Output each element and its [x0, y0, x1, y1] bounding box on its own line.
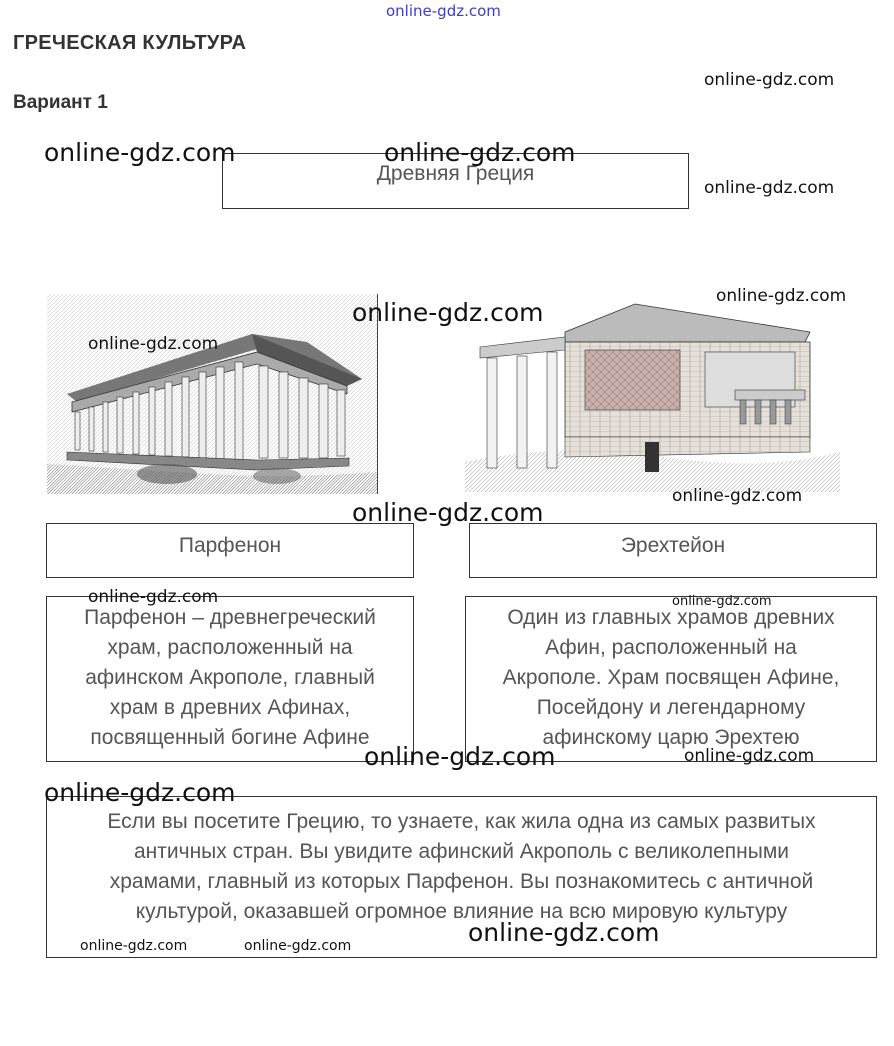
description-line: афинскому царю Эрехтею — [542, 726, 800, 749]
watermark: online-gdz.com — [704, 70, 835, 90]
watermark: online-gdz.com — [672, 486, 803, 506]
description-line: Акрополе. Храм посвящен Афине, — [502, 666, 840, 689]
summary-line: храмами, главный из которых Парфенон. Вы познакомитесь с античной — [109, 870, 814, 893]
watermark: online-gdz.com — [386, 2, 501, 20]
page-title: ГРЕЧЕСКАЯ КУЛЬТУРА — [13, 32, 247, 54]
parthenon-illustration-icon — [47, 294, 377, 494]
description-line: Парфенон – древнегреческий — [84, 606, 376, 629]
parthenon-description — [46, 596, 414, 762]
summary-line: античных стран. Вы увидите афинский Акрополь с великолепными — [134, 840, 789, 863]
description-line: Один из главных храмов древних — [507, 606, 835, 629]
description-line: Посейдону и легендарному — [536, 696, 806, 719]
erechtheion-label: Эрехтейон — [620, 534, 726, 557]
watermark: online-gdz.com — [88, 334, 219, 354]
summary-line: культурой, оказавшей огромное влияние на всю мировую культуру — [135, 900, 788, 923]
erechtheion-description — [465, 596, 877, 762]
description-line: храм в древних Афинах, — [109, 696, 351, 719]
watermark: online-gdz.com — [80, 938, 188, 954]
variant-heading: Вариант 1 — [13, 92, 108, 113]
description-line: посвященный богине Афине — [90, 726, 370, 749]
watermark: online-gdz.com — [88, 587, 219, 607]
parthenon-label: Парфенон — [178, 534, 282, 557]
watermark: online-gdz.com — [468, 918, 660, 947]
watermark: online-gdz.com — [352, 498, 544, 527]
description-line: Афин, расположенный на — [545, 636, 797, 659]
watermark: online-gdz.com — [244, 938, 352, 954]
parthenon-image — [47, 294, 378, 494]
watermark: online-gdz.com — [44, 138, 236, 167]
watermark: online-gdz.com — [684, 746, 815, 766]
watermark: online-gdz.com — [364, 742, 556, 771]
summary-box — [46, 796, 877, 958]
parthenon-label-box — [46, 523, 414, 578]
description-line: храм, расположенный на — [107, 636, 353, 659]
watermark: online-gdz.com — [384, 138, 576, 167]
watermark: online-gdz.com — [672, 594, 772, 609]
description-line: афинском Акрополе, главный — [85, 666, 375, 689]
summary-line: Если вы посетите Грецию, то узнаете, как жила одна из самых развитых — [107, 810, 816, 833]
watermark: online-gdz.com — [704, 178, 835, 198]
erechtheion-label-box — [469, 523, 877, 578]
watermark: online-gdz.com — [716, 286, 847, 306]
ancient-greece-label: Древняя Греция — [376, 162, 535, 185]
watermark: online-gdz.com — [44, 778, 236, 807]
watermark: online-gdz.com — [352, 298, 544, 327]
